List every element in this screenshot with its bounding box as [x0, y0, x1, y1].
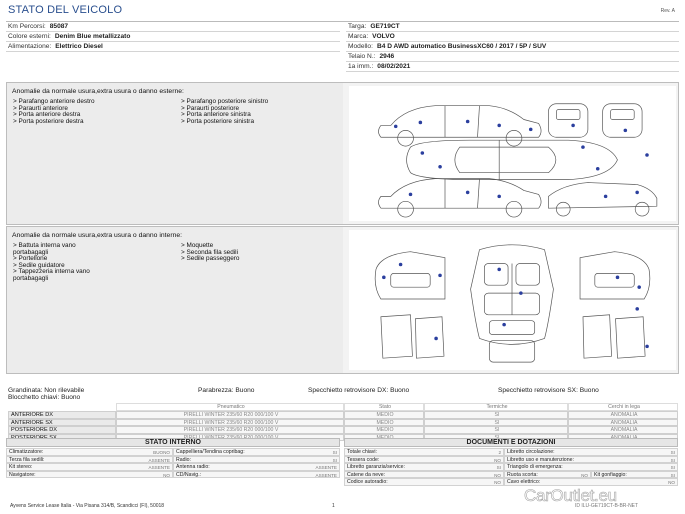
table-row: [6, 463, 340, 471]
doc-cell: Catene da neve: NO: [344, 471, 504, 479]
km-cell: Km Percorsi: 85087: [6, 22, 340, 32]
tyre-state: MEDIO: [344, 411, 424, 419]
list-item: > Porta anteriore destra: [13, 111, 81, 119]
tyre-rim: ANOMALIA: [568, 426, 678, 434]
footer-id: ID ILU-GE719CT-B-BR-NET: [575, 503, 639, 509]
table-row: [344, 471, 678, 479]
list-item: > Porta posteriore destra: [13, 117, 84, 125]
exterior-car-diagram: [349, 86, 676, 221]
immatricolazione-cell: 1a imm.: 08/02/2021: [346, 62, 679, 72]
doc-cell: Libretto uso e manutenzione: SI: [504, 456, 678, 464]
tyre-rim: ANOMALIA: [568, 419, 678, 427]
doc-cell: Libretto circolazione: SI: [504, 448, 678, 456]
tyre-position: ANTERIORE DX: [8, 411, 116, 419]
exterior-damage-text: [7, 83, 343, 224]
tyre-position: POSTERIORE DX: [8, 426, 116, 434]
stato-cell: Climatizzatore: BUONO: [6, 448, 173, 456]
interior-damage-text: [7, 227, 343, 373]
table-row: [344, 478, 678, 486]
tyre-state: MEDIO: [344, 426, 424, 434]
table-row: [344, 448, 678, 456]
tyre-model: PIRELLI WINTER 235/60 R20 000/100 V: [116, 411, 344, 419]
table-header: [8, 403, 678, 411]
stato-cell: Cappelliera/Tendina copribag: SI: [173, 448, 340, 456]
interior-damage-section: [6, 226, 679, 374]
exterior-car-drawing: [349, 86, 676, 221]
table-row: [8, 411, 678, 419]
interior-damage-list-2: [181, 243, 239, 263]
table-row: [6, 471, 340, 479]
colore-cell: Colore esterni: Denim Blue metallizzato: [6, 32, 340, 42]
table-row: [8, 419, 678, 427]
footer-address: Ayvens Service Lease Italia - Via Pisana 314/B, Scandicci (FI), 50018: [10, 503, 165, 509]
stato-cell: Kit stereo: ASSENTE: [6, 463, 173, 471]
stato-cell: Antenna radio: ASSENTE: [173, 463, 340, 471]
list-item: > Sedile passeggero: [181, 255, 240, 263]
stato-interno-title: STATO INTERNO: [6, 438, 340, 447]
list-item: > Paraurti posteriore: [181, 104, 240, 112]
exterior-damage-list-2: [181, 99, 268, 125]
doc-cell: Ruota scorta: NO: [504, 471, 591, 479]
list-item: > Porta anteriore sinistra: [181, 111, 251, 119]
table-row: [344, 463, 678, 471]
list-item: > Moquette: [181, 242, 214, 249]
tyre-state: MEDIO: [344, 419, 424, 427]
alimentazione-cell: Alimentazione: Elettrico Diesel: [6, 42, 340, 52]
list-item: > Paraurti anteriore: [13, 104, 68, 112]
list-item: > Tappezzeria interna vano: [13, 268, 90, 276]
list-item: portabagagli: [13, 274, 49, 282]
column-header: Cerchi in lega: [568, 403, 678, 411]
blocchetto-status: Blocchetto chiavi: Buono: [8, 394, 81, 401]
watermark-logo: CarOutlet.eu: [524, 486, 617, 505]
interior-damage-title: Anomalie da normale usura,extra usura o danno interne:: [12, 232, 183, 239]
doc-cell: Kit gonfiaggio: SI: [591, 471, 678, 479]
vehicle-info: [6, 21, 679, 69]
tyre-thermal: SI: [424, 411, 568, 419]
stato-cell: Navigatore: NO: [6, 471, 173, 479]
marca-cell: Marca: VOLVO: [346, 32, 679, 42]
telaio-cell: Telaio N.: 2946: [346, 52, 679, 62]
documenti-title: DOCUMENTI E DOTAZIONI: [344, 438, 678, 447]
targa-cell: Targa: GE719CT: [346, 22, 679, 32]
page-title: STATO DEL VEICOLO: [8, 4, 123, 16]
doc-cell: Triangolo di emergenza: SI: [504, 463, 678, 471]
tyre-model: PIRELLI WINTER 235/60 R20 000/100 V: [116, 419, 344, 427]
exterior-damage-title: Anomalie da normale usura,extra usura o danno esterne:: [12, 88, 184, 95]
documenti-box: [344, 438, 678, 485]
list-item: > Battuta interna vano: [13, 242, 76, 249]
doc-cell: Libretto garanzia/service: SI: [344, 463, 504, 471]
table-row: [6, 456, 340, 464]
parabrezza-status: Parabrezza: Buono: [198, 387, 255, 394]
stato-cell: Terza fila sedili: ASSENTE: [6, 456, 173, 464]
column-header: Pneumatico: [116, 403, 344, 411]
tyre-rim: ANOMALIA: [568, 411, 678, 419]
table-row: [344, 456, 678, 464]
page-number: 1: [332, 503, 335, 509]
column-header: Stato: [344, 403, 424, 411]
interior-car-drawing: [349, 230, 676, 370]
list-item: portabagagli: [13, 248, 49, 256]
list-item: > Portellone: [13, 255, 48, 263]
list-item: > Parafango anteriore destro: [13, 98, 95, 105]
specchietto-dx-status: Specchietto retrovisore DX: Buono: [308, 387, 410, 394]
grandinata-status: Grandinata: Non rilevabile: [8, 387, 85, 394]
stato-cell: CD/Navig.: ASSENTE: [173, 471, 340, 479]
stato-cell: Radio: SI: [173, 456, 340, 464]
table-row: [6, 448, 340, 456]
interior-car-diagram: [349, 230, 676, 370]
list-item: > Sedile guidatore: [13, 261, 65, 269]
doc-cell: Codice autoradio: NO: [344, 478, 504, 486]
doc-cell: Cavo elettrico: NO: [504, 478, 678, 486]
doc-cell: Totale chiavi: 2: [344, 448, 504, 456]
exterior-damage-list-1: [13, 99, 95, 125]
doc-cell: Tessera code: NO: [344, 456, 504, 464]
modello-cell: Modello: B4 D AWD automatico BusinessXC60 / 2017 / 5P / SUV: [346, 42, 679, 52]
specchietto-sx-status: Specchietto retrovisore SX: Buono: [498, 387, 599, 394]
column-header: Termiche: [424, 403, 568, 411]
exterior-damage-section: [6, 82, 679, 225]
tyre-position: ANTERIORE SX: [8, 419, 116, 427]
list-item: > Porta posteriore sinistra: [181, 117, 254, 125]
tyre-model: PIRELLI WINTER 235/60 R20 000/100 V: [116, 426, 344, 434]
interior-damage-list-1: [13, 243, 90, 283]
list-item: > Seconda fila sedili: [181, 248, 239, 256]
stato-interno-box: [6, 438, 340, 485]
table-row: [8, 426, 678, 434]
tyre-thermal: SI: [424, 419, 568, 427]
revision-label: Rev. A: [660, 8, 675, 14]
tyre-thermal: SI: [424, 426, 568, 434]
list-item: > Parafango posteriore sinistro: [181, 98, 269, 105]
